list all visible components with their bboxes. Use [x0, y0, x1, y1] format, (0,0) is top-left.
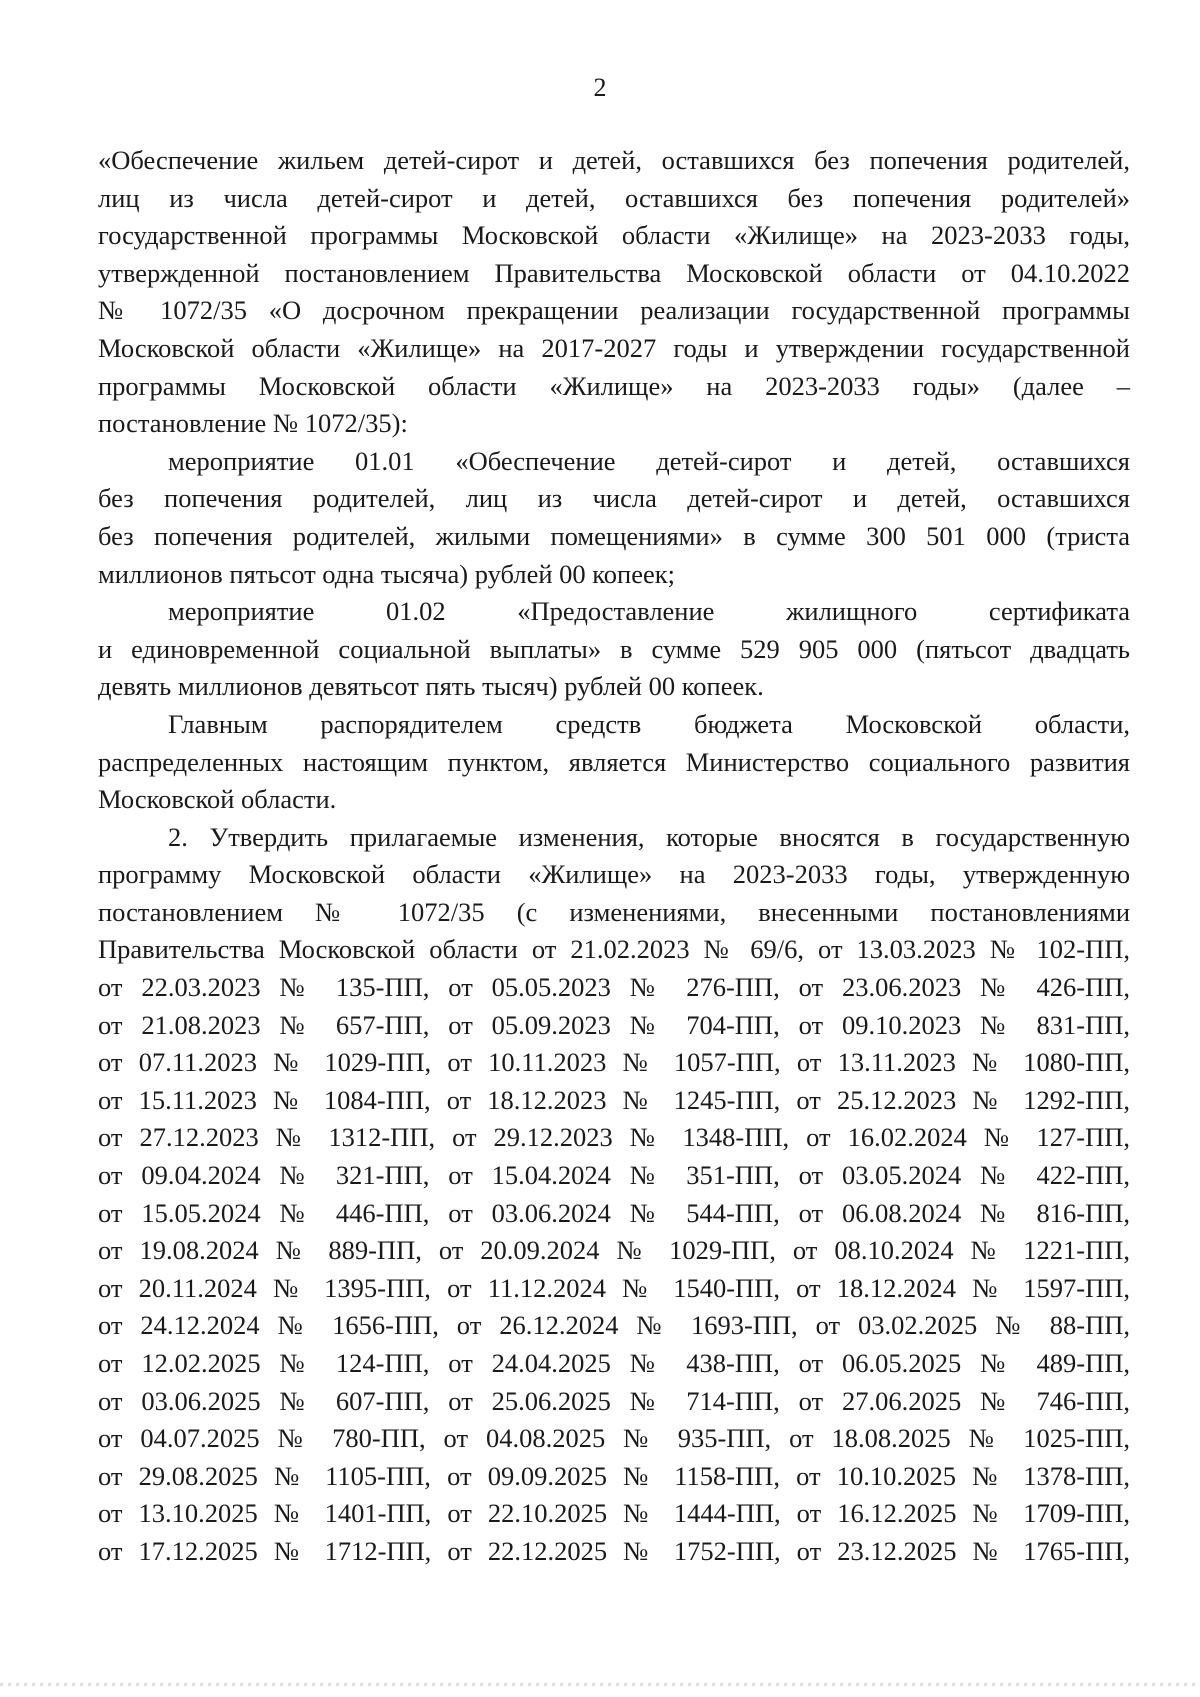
text-line: от 09.04.2024 № 321-ПП, от 15.04.2024 № 351-ПП, от 03.05.2024 № 422-ПП,: [98, 1160, 1130, 1191]
text-line: от 20.11.2024 № 1395-ПП, от 11.12.2024 № 1540-ПП, от 18.12.2024 № 1597-ПП,: [98, 1272, 1130, 1303]
text-line: от 21.08.2023 № 657-ПП, от 05.09.2023 № 704-ПП, от 09.10.2023 № 831-ПП,: [98, 1009, 1130, 1040]
text-line: от 07.11.2023 № 1029-ПП, от 10.11.2023 № 1057-ПП, от 13.11.2023 № 1080-ПП,: [98, 1047, 1130, 1078]
paragraph: [98, 819, 1130, 1571]
text-line: девять миллионов девятьсот пять тысяч) рублей 00 копеек.: [98, 671, 764, 702]
text-line: Московской области «Жилище» на 2017-2027 годы и утверждении государственной: [98, 332, 1130, 363]
text-line: от 12.02.2025 № 124-ПП, от 24.04.2025 № 438-ПП, от 06.05.2025 № 489-ПП,: [98, 1348, 1130, 1378]
text-line: постановление № 1072/35):: [98, 408, 408, 439]
text-line: от 19.08.2024 № 889-ПП, от 20.09.2024 № 1029-ПП, от 08.10.2024 № 1221-ПП,: [98, 1235, 1130, 1266]
text-line: Московской области.: [98, 784, 337, 815]
text-line: миллионов пятьсот одна тысяча) рублей 00 копеек;: [98, 558, 675, 589]
scan-artifact: [0, 1683, 1200, 1686]
text-line: и единовременной социальной выплаты» в сумме 529 905 000 (пятьсот двадцать: [98, 633, 1130, 664]
text-line: № 1072/35 «О досрочном прекращении реализации государственной программы: [98, 295, 1130, 326]
text-line: Главным распорядителем средств бюджета Московской области,: [168, 708, 1130, 739]
page-number: 2: [593, 73, 607, 102]
paragraph: [98, 443, 1130, 593]
paragraph: [98, 142, 1130, 443]
text-line: 2. Утвердить прилагаемые изменения, которые вносятся в государственную: [168, 821, 1130, 852]
text-line: распределенных настоящим пунктом, является Министерство социального развития: [98, 746, 1130, 777]
document-body: [98, 142, 1130, 1571]
text-line: от 29.08.2025 № 1105-ПП, от 09.09.2025 № 1158-ПП, от 10.10.2025 № 1378-ПП,: [98, 1460, 1130, 1491]
text-line: от 13.10.2025 № 1401-ПП, от 22.10.2025 № 1444-ПП, от 16.12.2025 № 1709-ПП,: [98, 1498, 1130, 1529]
text-line: без попечения родителей, лиц из числа детей-сирот и детей, оставшихся: [98, 483, 1130, 514]
text-line: постановлением № 1072/35 (с изменениями, внесенными постановлениями: [98, 896, 1130, 927]
text-line: «Обеспечение жильем детей-сирот и детей, оставшихся без попечения родителей,: [98, 145, 1130, 175]
text-line: от 15.05.2024 № 446-ПП, от 03.06.2024 № 544-ПП, от 06.08.2024 № 816-ПП,: [98, 1197, 1130, 1228]
paragraph: [98, 593, 1130, 706]
text-line: от 03.06.2025 № 607-ПП, от 25.06.2025 № 714-ПП, от 27.06.2025 № 746-ПП,: [98, 1385, 1130, 1416]
text-line: от 17.12.2025 № 1712-ПП, от 22.12.2025 № 1752-ПП, от 23.12.2025 № 1765-ПП,: [98, 1535, 1130, 1566]
text-line: государственной программы Московской области «Жилище» на 2023-2033 годы,: [98, 220, 1130, 251]
text-line: от 04.07.2025 № 780-ПП, от 04.08.2025 № 935-ПП, от 18.08.2025 № 1025-ПП,: [98, 1423, 1130, 1454]
text-line: мероприятие 01.01 «Обеспечение детей-сирот и детей, оставшихся: [168, 445, 1130, 476]
text-line: от 24.12.2024 № 1656-ПП, от 26.12.2024 № 1693-ПП, от 03.02.2025 № 88-ПП,: [98, 1310, 1130, 1341]
text-line: от 22.03.2023 № 135-ПП, от 05.05.2023 № 276-ПП, от 23.06.2023 № 426-ПП,: [98, 972, 1130, 1003]
text-line: программу Московской области «Жилище» на 2023-2033 годы, утвержденную: [98, 859, 1130, 890]
paragraph: [98, 706, 1130, 819]
text-line: от 27.12.2023 № 1312-ПП, от 29.12.2023 № 1348-ПП, от 16.02.2024 № 127-ПП,: [98, 1122, 1130, 1153]
text-line: Правительства Московской области от 21.02.2023 № 69/6, от 13.03.2023 № 102-ПП,: [98, 934, 1130, 965]
text-line: программы Московской области «Жилище» на 2023-2033 годы» (далее –: [98, 370, 1130, 401]
text-line: лиц из числа детей-сирот и детей, оставшихся без попечения родителей»: [98, 182, 1130, 213]
text-line: без попечения родителей, жилыми помещениями» в сумме 300 501 000 (триста: [98, 520, 1130, 551]
text-line: утвержденной постановлением Правительства Московской области от 04.10.2022: [98, 257, 1130, 288]
text-line: от 15.11.2023 № 1084-ПП, от 18.12.2023 № 1245-ПП, от 25.12.2023 № 1292-ПП,: [98, 1084, 1130, 1115]
text-line: мероприятие 01.02 «Предоставление жилищного сертификата: [168, 596, 1130, 627]
